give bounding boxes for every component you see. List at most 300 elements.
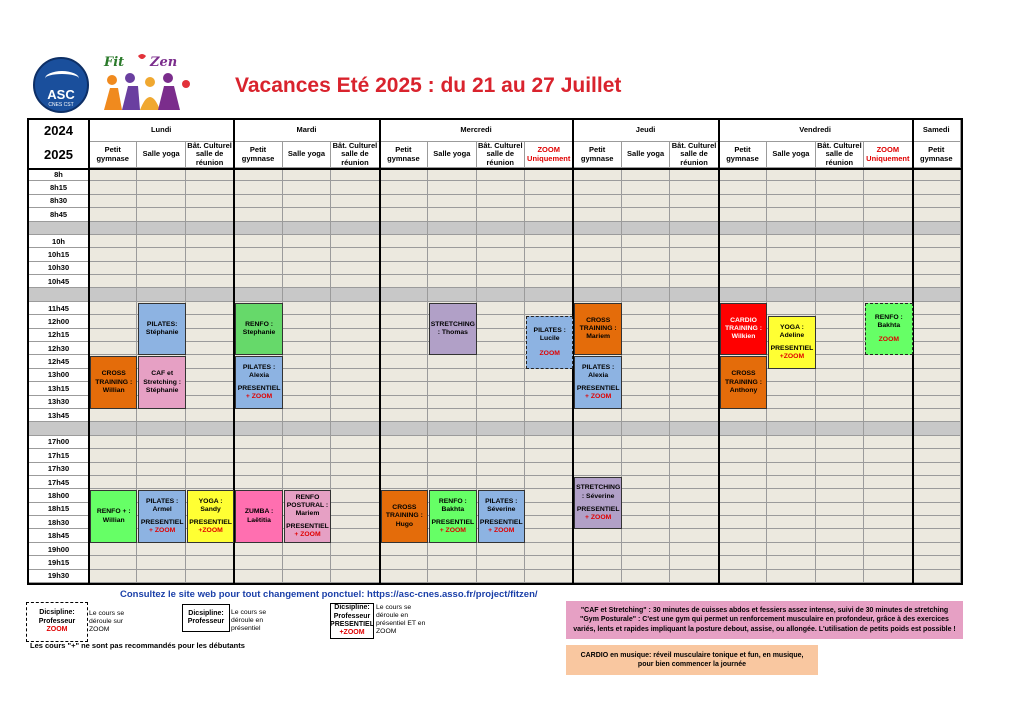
grid-slot: [234, 556, 282, 569]
class-event[interactable]: [90, 356, 137, 409]
grid-slot: [428, 436, 476, 449]
grid-slot: [816, 369, 864, 382]
time-label: 13h00: [29, 369, 89, 382]
grid-slot: [864, 396, 912, 409]
grid-slot: [137, 476, 185, 489]
grid-slot: [719, 570, 767, 583]
grid-slot: [816, 529, 864, 542]
class-event-title: PILATES: Stéphanie: [145, 320, 179, 337]
grid-slot: [573, 168, 621, 181]
grid-slot: [137, 570, 185, 583]
grid-slot: [767, 409, 815, 422]
grid-slot: [816, 329, 864, 342]
caf-note: "CAF et Stretching" : 30 minutes de cuisses abdos et fessiers assez intense, suivi de 30 minutes de stretching "Gym Posturale" : C'est une gym qui permet un renforcement musculaire en profondeur, grâce à des exercices variés, lents et rapides impliquant la posture debout, assise, ou allongée. L'utilisation de petits poids est possible !: [566, 601, 963, 639]
grid-slot: [137, 422, 185, 435]
schedule-grid: [27, 118, 963, 585]
grid-slot: [573, 248, 621, 261]
grid-slot: [331, 570, 379, 583]
grid-slot: [913, 503, 961, 516]
class-event-mode: PRESENTIEL: [189, 519, 232, 527]
grid-slot: [767, 489, 815, 502]
grid-slot: [428, 422, 476, 435]
grid-slot: [331, 449, 379, 462]
grid-slot: [428, 396, 476, 409]
grid-slot: [816, 396, 864, 409]
grid-slot: [89, 436, 137, 449]
class-event[interactable]: [235, 490, 282, 543]
class-event[interactable]: [138, 303, 185, 356]
grid-slot: [913, 436, 961, 449]
grid-slot: [622, 168, 670, 181]
time-label: 10h30: [29, 262, 89, 275]
grid-slot: [719, 181, 767, 194]
grid-slot: [913, 302, 961, 315]
grid-slot: [186, 570, 234, 583]
grid-slot: [767, 382, 815, 395]
grid-slot: [428, 275, 476, 288]
class-event[interactable]: [526, 316, 573, 369]
grid-slot: [913, 288, 961, 301]
grid-slot: [816, 503, 864, 516]
grid-slot: [331, 556, 379, 569]
class-event[interactable]: [574, 477, 621, 530]
grid-slot: [331, 288, 379, 301]
grid-slot: [864, 463, 912, 476]
grid-slot: [622, 355, 670, 368]
grid-slot: [816, 463, 864, 476]
class-event-mode: PRESENTIEL: [576, 505, 620, 513]
grid-slot: [428, 476, 476, 489]
day-header-vendredi: Vendredi: [719, 120, 913, 142]
grid-slot: [380, 543, 428, 556]
class-event[interactable]: [478, 490, 525, 543]
grid-slot: [622, 288, 670, 301]
grid-slot: [331, 235, 379, 248]
room-header: Bât. Culturel salle de réunion: [331, 142, 379, 168]
class-event-mode: PRESENTIEL: [237, 385, 281, 393]
legend-both-desc: Le cours se déroule en présentiel ET en ZOOM: [376, 604, 426, 636]
grid-slot: [864, 382, 912, 395]
grid-slot: [331, 168, 379, 181]
grid-slot: [331, 382, 379, 395]
grid-slot: [670, 275, 718, 288]
grid-slot: [380, 463, 428, 476]
grid-slot: [428, 382, 476, 395]
web-notice-link[interactable]: Consultez le site web pour tout changement ponctuel: https://asc-cnes.asso.fr/project/fitzen/: [120, 589, 538, 600]
grid-slot: [719, 248, 767, 261]
grid-slot: [816, 570, 864, 583]
time-label: 10h: [29, 235, 89, 248]
class-event[interactable]: [381, 490, 428, 543]
class-event[interactable]: [720, 303, 767, 356]
grid-slot: [525, 208, 573, 221]
grid-slot: [89, 409, 137, 422]
grid-slot: [234, 235, 282, 248]
room-header: Petit gymnase: [913, 142, 961, 168]
class-event[interactable]: [720, 356, 767, 409]
grid-slot: [622, 208, 670, 221]
class-event-title: CROSS TRAINING : Mariem: [579, 316, 617, 341]
grid-slot: [477, 476, 525, 489]
grid-slot: [283, 288, 331, 301]
day-header-mercredi: Mercredi: [380, 120, 574, 142]
time-label: 19h00: [29, 543, 89, 556]
grid-slot: [913, 208, 961, 221]
grid-slot: [186, 235, 234, 248]
class-event-zoom: + ZOOM: [488, 527, 515, 535]
grid-slot: [622, 195, 670, 208]
grid-slot: [913, 382, 961, 395]
grid-slot: [186, 422, 234, 435]
grid-slot: [234, 195, 282, 208]
grid-slot: [428, 235, 476, 248]
grid-slot: [428, 369, 476, 382]
grid-slot: [913, 222, 961, 235]
grid-slot: [186, 288, 234, 301]
class-event-title: YOGA : Sandy: [198, 497, 223, 513]
grid-slot: [913, 422, 961, 435]
grid-slot: [864, 222, 912, 235]
time-label: 19h15: [29, 556, 89, 569]
grid-slot: [913, 449, 961, 462]
grid-slot: [137, 288, 185, 301]
grid-slot: [89, 288, 137, 301]
grid-slot: [283, 409, 331, 422]
grid-slot: [670, 222, 718, 235]
grid-slot: [525, 288, 573, 301]
grid-slot: [816, 489, 864, 502]
grid-slot: [186, 409, 234, 422]
grid-slot: [864, 543, 912, 556]
grid-slot: [864, 516, 912, 529]
grid-slot: [477, 168, 525, 181]
grid-slot: [573, 463, 621, 476]
legend-both-line2: Professeur: [333, 612, 371, 620]
grid-slot: [670, 208, 718, 221]
room-header: Salle yoga: [137, 142, 185, 168]
grid-slot: [186, 556, 234, 569]
grid-slot: [331, 195, 379, 208]
grid-slot: [573, 235, 621, 248]
grid-slot: [767, 262, 815, 275]
grid-slot: [234, 275, 282, 288]
time-label: 13h30: [29, 396, 89, 409]
grid-slot: [283, 181, 331, 194]
class-event[interactable]: [90, 490, 137, 543]
grid-slot: [89, 262, 137, 275]
grid-slot: [864, 248, 912, 261]
grid-slot: [622, 516, 670, 529]
grid-slot: [864, 208, 912, 221]
grid-slot: [767, 168, 815, 181]
grid-slot: [864, 436, 912, 449]
grid-slot: [913, 248, 961, 261]
grid-slot: [477, 409, 525, 422]
grid-slot: [622, 235, 670, 248]
time-label: 19h30: [29, 570, 89, 583]
class-event-title: CROSS TRAINING : Willian: [95, 370, 133, 394]
grid-slot: [767, 556, 815, 569]
class-event[interactable]: [574, 303, 621, 356]
grid-slot: [186, 275, 234, 288]
day-header-lundi: Lundi: [89, 120, 234, 142]
class-event-title: YOGA : Adeline: [779, 323, 805, 339]
grid-slot: [380, 436, 428, 449]
grid-slot: [864, 529, 912, 542]
class-event[interactable]: [574, 356, 621, 409]
grid-slot: [913, 409, 961, 422]
grid-slot: [380, 422, 428, 435]
grid-slot: [816, 476, 864, 489]
grid-slot: [622, 396, 670, 409]
grid-slot: [331, 248, 379, 261]
room-header: Petit gymnase: [573, 142, 621, 168]
grid-slot: [331, 476, 379, 489]
grid-slot: [380, 181, 428, 194]
grid-slot: [719, 195, 767, 208]
grid-slot: [767, 396, 815, 409]
grid-slot: [864, 489, 912, 502]
grid-slot: [622, 449, 670, 462]
class-event[interactable]: [429, 303, 476, 356]
class-event[interactable]: [138, 490, 185, 543]
grid-slot: [670, 329, 718, 342]
grid-slot: [428, 570, 476, 583]
class-event-zoom: + ZOOM: [439, 527, 466, 535]
grid-slot: [234, 288, 282, 301]
grid-slot: [89, 476, 137, 489]
grid-slot: [477, 181, 525, 194]
grid-slot: [477, 208, 525, 221]
grid-slot: [477, 449, 525, 462]
grid-slot: [477, 222, 525, 235]
grid-slot: [477, 396, 525, 409]
grid-slot: [380, 355, 428, 368]
grid-slot: [622, 422, 670, 435]
grid-slot: [573, 449, 621, 462]
room-header: Salle yoga: [428, 142, 476, 168]
class-event[interactable]: [429, 490, 476, 543]
time-label: 12h15: [29, 329, 89, 342]
class-event-zoom: + ZOOM: [149, 527, 176, 535]
grid-slot: [573, 436, 621, 449]
time-label: 10h45: [29, 275, 89, 288]
grid-slot: [428, 222, 476, 235]
room-header: Salle yoga: [767, 142, 815, 168]
grid-slot: [767, 222, 815, 235]
grid-slot: [380, 556, 428, 569]
class-event-zoom: ZOOM: [878, 336, 900, 344]
grid-slot: [622, 570, 670, 583]
grid-slot: [816, 208, 864, 221]
room-header: Bât. Culturel salle de réunion: [477, 142, 525, 168]
grid-slot: [670, 195, 718, 208]
grid-slot: [670, 248, 718, 261]
grid-slot: [234, 222, 282, 235]
grid-slot: [622, 315, 670, 328]
grid-slot: [89, 463, 137, 476]
class-event-title: PILATES : Séverine: [485, 497, 518, 513]
fitzen-logo-zen: Zen: [150, 55, 178, 70]
grid-slot: [525, 168, 573, 181]
grid-slot: [864, 235, 912, 248]
grid-slot: [913, 570, 961, 583]
time-label: 18h45: [29, 529, 89, 542]
grid-slot: [283, 369, 331, 382]
grid-slot: [816, 409, 864, 422]
grid-slot: [331, 342, 379, 355]
grid-slot: [525, 369, 573, 382]
legend-presentiel-line1: Dicsipline:: [188, 609, 224, 617]
class-event-title: PILATES : Alexia: [581, 363, 615, 380]
grid-slot: [331, 543, 379, 556]
time-label: 11h45: [29, 302, 89, 315]
grid-slot: [913, 329, 961, 342]
grid-slot: [137, 275, 185, 288]
cardio-note: CARDIO en musique: réveil musculaire tonique et fun, en musique, pour bien commencer la journée: [566, 645, 818, 675]
grid-slot: [816, 302, 864, 315]
grid-slot: [186, 543, 234, 556]
grid-slot: [331, 315, 379, 328]
grid-slot: [573, 288, 621, 301]
grid-slot: [331, 436, 379, 449]
grid-slot: [331, 369, 379, 382]
class-event[interactable]: [187, 490, 234, 543]
grid-slot: [767, 288, 815, 301]
grid-slot: [622, 529, 670, 542]
class-event[interactable]: [865, 303, 912, 356]
row-separator: [29, 422, 89, 435]
grid-slot: [137, 463, 185, 476]
grid-slot: [380, 570, 428, 583]
grid-slot: [864, 168, 912, 181]
time-label: 8h: [29, 168, 89, 181]
grid-slot: [622, 436, 670, 449]
grid-slot: [864, 195, 912, 208]
grid-slot: [477, 342, 525, 355]
grid-slot: [380, 222, 428, 235]
grid-slot: [234, 168, 282, 181]
grid-slot: [573, 275, 621, 288]
grid-slot: [767, 570, 815, 583]
grid-slot: [234, 422, 282, 435]
class-event[interactable]: [768, 316, 815, 369]
class-event[interactable]: [284, 490, 331, 543]
class-event-zoom: +ZOOM: [198, 527, 223, 535]
asc-logo: [33, 57, 89, 113]
grid-slot: [913, 181, 961, 194]
grid-slot: [477, 315, 525, 328]
grid-slot: [670, 422, 718, 435]
class-event-mode: PRESENTIEL: [770, 345, 814, 353]
grid-slot: [864, 556, 912, 569]
grid-slot: [283, 449, 331, 462]
grid-slot: [719, 503, 767, 516]
grid-slot: [234, 181, 282, 194]
grid-slot: [622, 489, 670, 502]
class-event-mode: PRESENTIEL: [286, 523, 329, 531]
grid-slot: [816, 248, 864, 261]
grid-slot: [670, 436, 718, 449]
grid-slot: [380, 476, 428, 489]
grid-slot: [622, 302, 670, 315]
class-event[interactable]: [138, 356, 185, 409]
grid-slot: [331, 463, 379, 476]
grid-slot: [477, 382, 525, 395]
grid-slot: [816, 181, 864, 194]
grid-slot: [670, 449, 718, 462]
grid-slot: [428, 208, 476, 221]
grid-slot: [913, 315, 961, 328]
grid-slot: [186, 463, 234, 476]
grid-slot: [477, 288, 525, 301]
grid-slot: [477, 329, 525, 342]
grid-slot: [380, 288, 428, 301]
grid-slot: [331, 355, 379, 368]
class-event-title: CROSS TRAINING : Anthony: [724, 370, 762, 394]
grid-slot: [525, 235, 573, 248]
grid-slot: [913, 369, 961, 382]
grid-slot: [477, 195, 525, 208]
grid-slot: [89, 168, 137, 181]
grid-slot: [283, 355, 331, 368]
grid-slot: [331, 208, 379, 221]
grid-slot: [331, 422, 379, 435]
grid-slot: [477, 302, 525, 315]
time-label: 8h30: [29, 195, 89, 208]
grid-slot: [525, 489, 573, 502]
grid-slot: [186, 315, 234, 328]
class-event-zoom: + ZOOM: [585, 393, 612, 401]
class-event[interactable]: [235, 356, 282, 409]
room-header: Bât. Culturel salle de réunion: [186, 142, 234, 168]
grid-slot: [331, 396, 379, 409]
time-label: 13h45: [29, 409, 89, 422]
grid-slot: [380, 302, 428, 315]
grid-slot: [477, 570, 525, 583]
grid-slot: [719, 463, 767, 476]
grid-slot: [670, 168, 718, 181]
class-event[interactable]: [235, 303, 282, 356]
beginners-note: Les cours "+" ne sont pas recommandés pour les débutants: [30, 641, 245, 650]
grid-slot: [477, 369, 525, 382]
grid-slot: [89, 248, 137, 261]
legend-zoom-line2: Professeur: [38, 617, 76, 625]
grid-slot: [622, 181, 670, 194]
legend-both-line1: Dicsipline:: [334, 604, 370, 612]
grid-slot: [767, 436, 815, 449]
legend-both-box: [330, 603, 374, 639]
class-event-zoom: +ZOOM: [779, 353, 805, 361]
grid-slot: [913, 529, 961, 542]
grid-slot: [816, 449, 864, 462]
grid-slot: [283, 222, 331, 235]
grid-slot: [864, 476, 912, 489]
class-event-zoom: ZOOM: [539, 349, 560, 357]
grid-slot: [186, 342, 234, 355]
grid-slot: [525, 449, 573, 462]
fitzen-logo-fit: Fit: [104, 55, 125, 70]
grid-slot: [913, 476, 961, 489]
room-header: Salle yoga: [283, 142, 331, 168]
grid-slot: [670, 235, 718, 248]
grid-slot: [283, 342, 331, 355]
grid-slot: [428, 181, 476, 194]
grid-slot: [525, 422, 573, 435]
grid-slot: [816, 436, 864, 449]
grid-slot: [913, 235, 961, 248]
grid-slot: [331, 409, 379, 422]
